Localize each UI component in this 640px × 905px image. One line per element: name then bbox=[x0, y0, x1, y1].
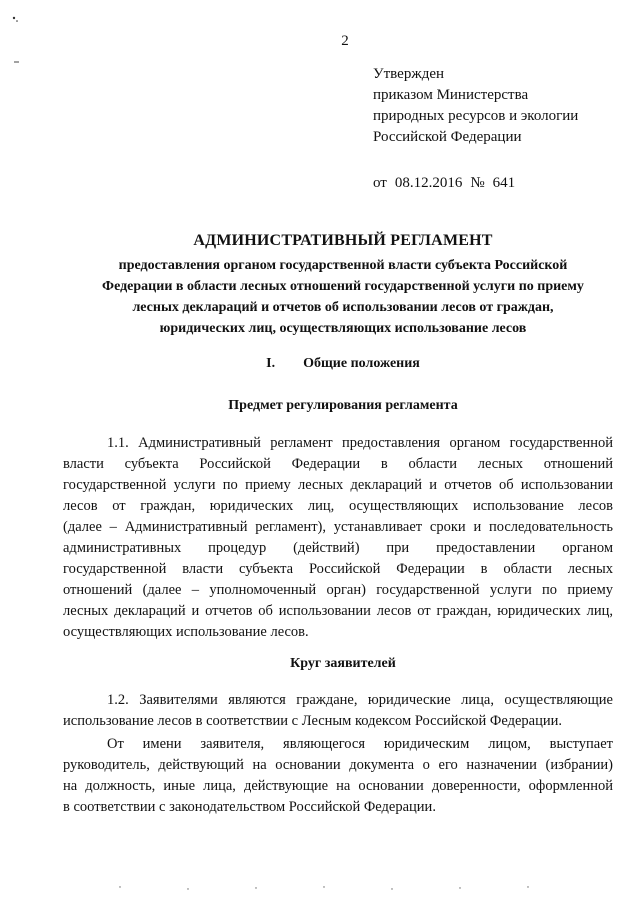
title-subtitle bbox=[63, 255, 623, 339]
text-line: власти субъекта Российской Федерации в области лесных отношений bbox=[63, 456, 613, 472]
text-line: руководитель, действующий на основании документа о его назначении (избрании) bbox=[63, 757, 613, 773]
subsection-heading: Предмет регулирования регламента bbox=[228, 398, 458, 413]
text-line: лесов от граждан, юридических лиц, осуществляющих использование лесов bbox=[63, 498, 613, 514]
section-title: Общие положения bbox=[303, 356, 420, 371]
title-sub-line: юридических лиц, осуществляющих использование лесов bbox=[159, 321, 527, 336]
text-line: государственной услуги по приему лесных деклараций и отчетов об использовании bbox=[63, 477, 613, 493]
date-prefix: от bbox=[373, 175, 387, 191]
paragraph-1-2 bbox=[63, 690, 613, 732]
text-line: использование лесов в соответствии с Лесным кодексом Российской Федерации. bbox=[63, 713, 563, 729]
section-heading bbox=[63, 356, 623, 372]
section-number: I. bbox=[266, 356, 276, 371]
text-line: государственной власти субъекта Российской Федерации в области лесных bbox=[63, 561, 613, 577]
text-line: осуществляющих использование лесов. bbox=[63, 624, 309, 640]
text-line: в соответствии с законодательством Российской Федерации. bbox=[63, 799, 436, 815]
paragraph-1-2-continued bbox=[63, 734, 613, 818]
title-sub-line: предоставления органом государственной власти субъекта Российской bbox=[118, 258, 568, 273]
document-title bbox=[63, 232, 623, 339]
approval-stamp bbox=[373, 64, 578, 194]
text-line: на должность, иные лица, действующие на основании доверенности, оформленной bbox=[63, 778, 613, 794]
title-sub-line: лесных деклараций и отчетов об использовании лесов от граждан, bbox=[132, 300, 554, 315]
title-main: АДМИНИСТРАТИВНЫЙ РЕГЛАМЕНТ bbox=[193, 232, 493, 249]
page-number: 2 bbox=[341, 33, 349, 49]
approval-line: Утвержден bbox=[373, 66, 445, 82]
text-line: 1.1. Административный регламент предоставления органом государственной bbox=[107, 435, 613, 451]
approval-line: приказом Министерства bbox=[373, 87, 529, 103]
approval-number: 641 bbox=[492, 175, 516, 191]
text-line: административных процедур (действий) при предоставлении органом bbox=[63, 540, 613, 556]
text-line: От имени заявителя, являющегося юридическим лицом, выступает bbox=[107, 736, 613, 752]
paragraph-1-1 bbox=[63, 433, 613, 643]
approval-line: природных ресурсов и экологии bbox=[373, 108, 579, 124]
approval-date-line bbox=[373, 173, 578, 194]
text-line: 1.2. Заявителями являются граждане, юридические лица, осуществляющие bbox=[107, 692, 613, 708]
title-sub-line: Федерации в области лесных отношений государственной услуги по приему bbox=[102, 279, 584, 294]
text-line: лесных деклараций и отчетов об использовании лесов от граждан, юридических лиц, bbox=[63, 603, 613, 619]
subsection-heading: Круг заявителей bbox=[290, 656, 396, 671]
approval-date: 08.12.2016 bbox=[394, 175, 463, 191]
number-sign: № bbox=[470, 175, 485, 191]
text-line: отношений (далее – уполномоченный орган) государственной услуги по приему bbox=[63, 582, 613, 598]
text-line: (далее – Административный регламент), устанавливает сроки и последовательность bbox=[63, 519, 613, 535]
approval-line: Российской Федерации bbox=[373, 129, 522, 145]
